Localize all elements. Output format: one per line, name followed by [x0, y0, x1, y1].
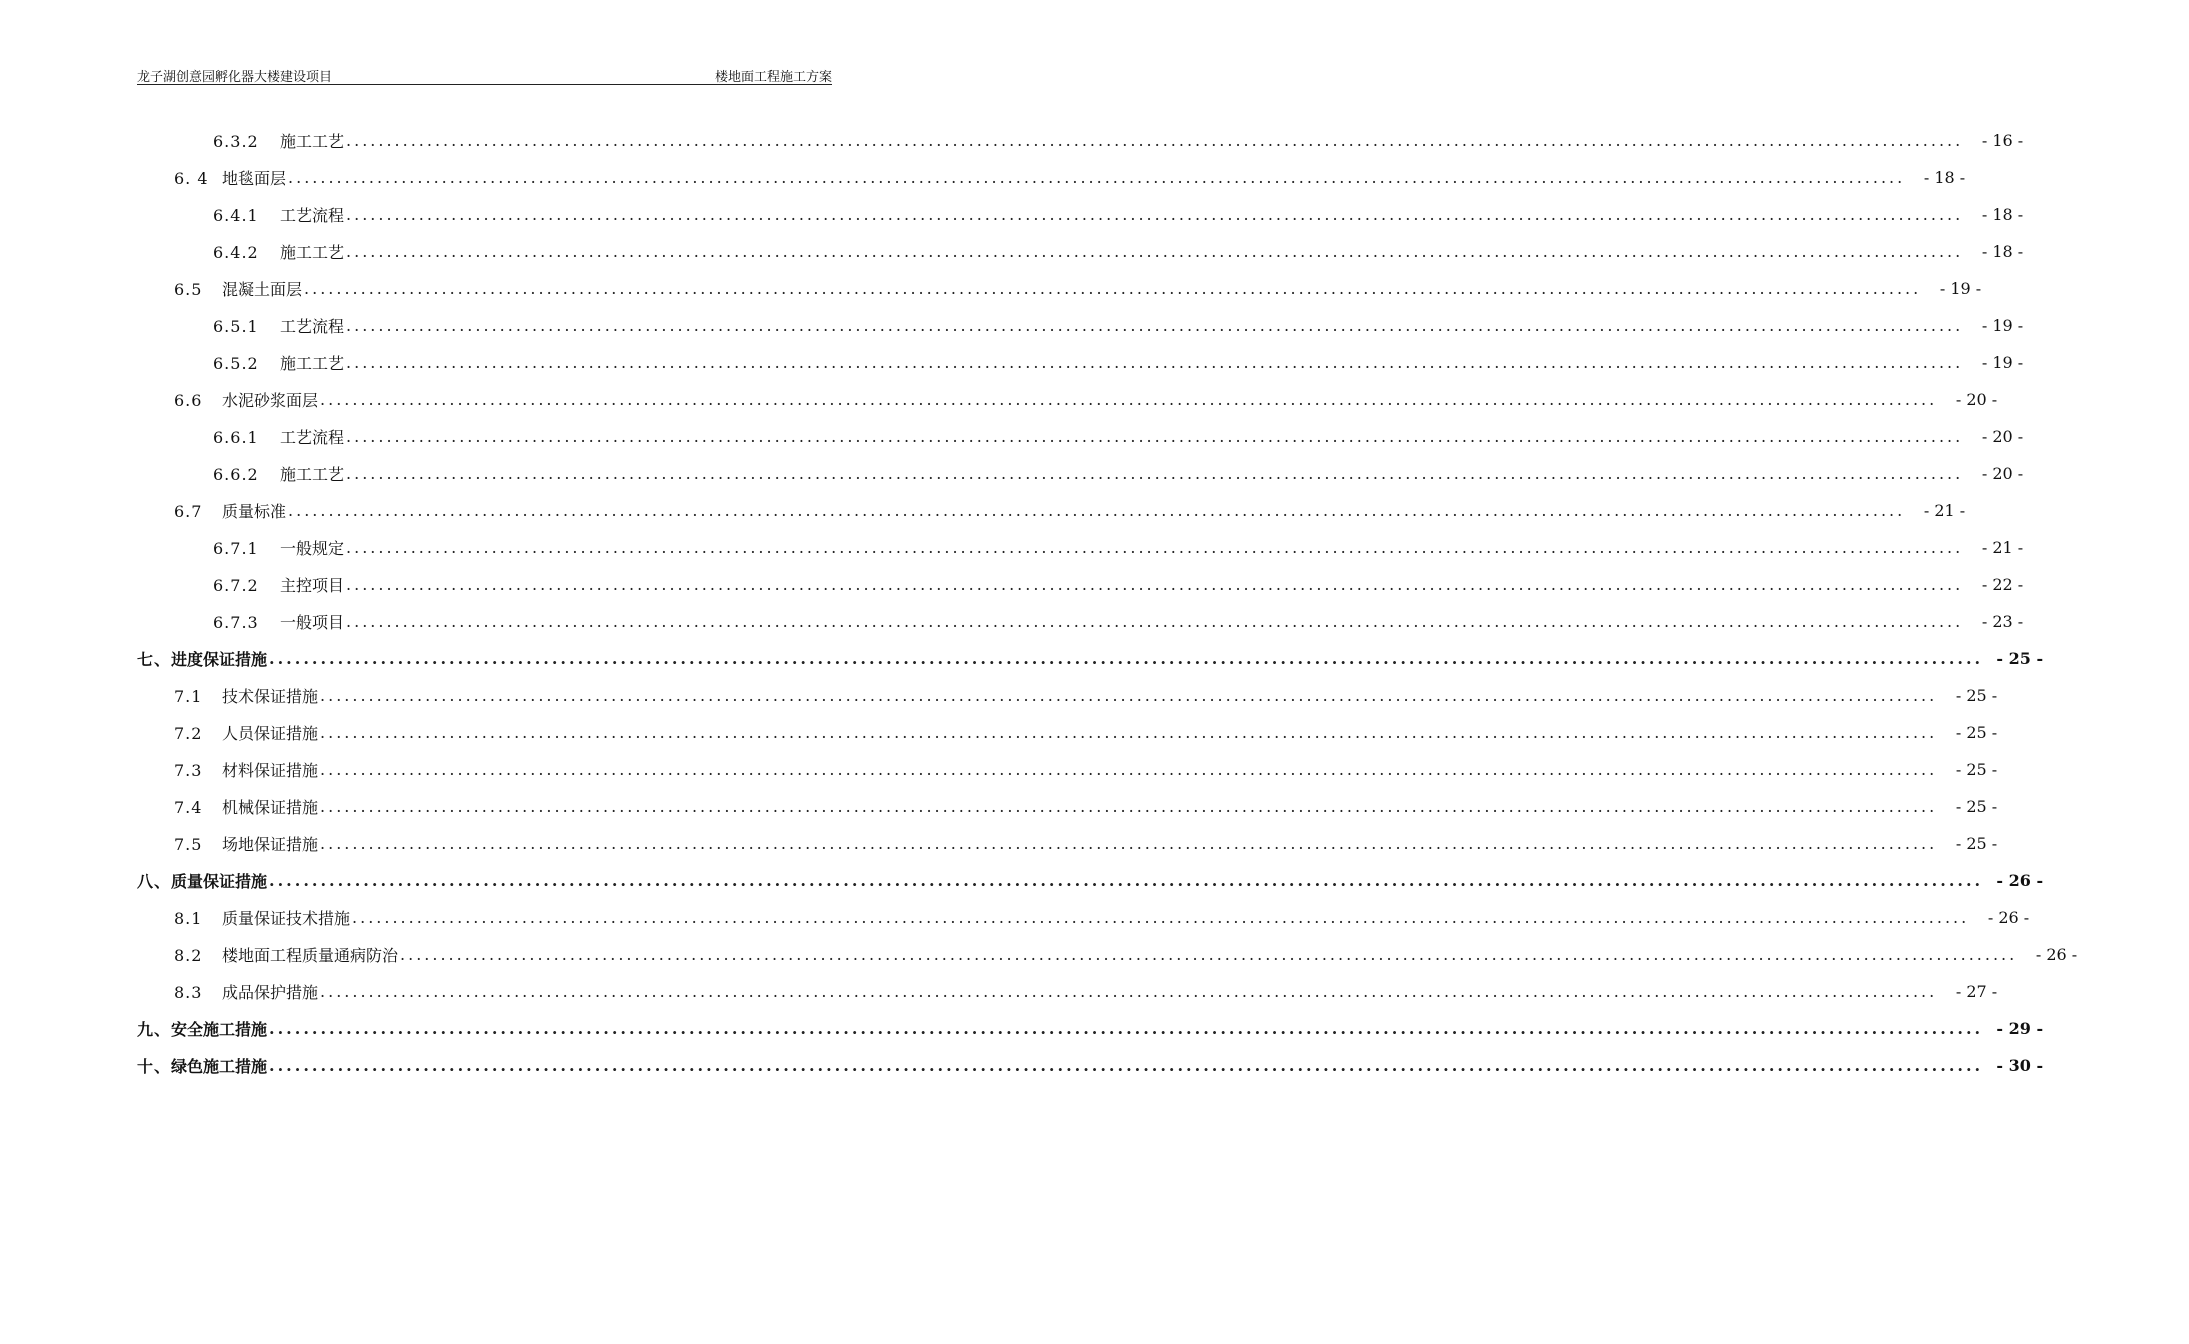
- toc-entry-title: [137, 1054, 267, 1077]
- toc-entry-title: [137, 869, 267, 892]
- toc-page-number: - 25 -: [1996, 649, 2044, 668]
- toc-page-number: - 25 -: [1955, 686, 1998, 705]
- toc-entry-text: 绿色施工措施: [171, 1057, 268, 1076]
- toc-entry-text: 人员保证措施: [222, 724, 319, 743]
- toc-page-number: - 26 -: [2035, 945, 2078, 964]
- toc-page-number: - 19 -: [1939, 279, 1982, 298]
- toc-entry-number: 八、: [137, 872, 172, 891]
- toc-entry-number: 6.6: [174, 391, 203, 410]
- toc-page-number: - 18 -: [1981, 205, 2024, 224]
- toc-entry-number: 7.1: [174, 687, 203, 706]
- toc-page-number: - 21 -: [1923, 501, 1966, 520]
- toc-entry-number: 8.1: [174, 909, 203, 928]
- toc-entry-title: [213, 425, 344, 448]
- toc-entry[interactable]: [0, 751, 1998, 788]
- toc-page-number: - 25 -: [1955, 834, 1998, 853]
- toc-leader-dots: ........................................................................................................................................................................................................: [346, 131, 1964, 150]
- toc-page-number: - 27 -: [1955, 982, 1998, 1001]
- toc-entry-title: [174, 277, 302, 300]
- toc-entry[interactable]: [0, 973, 1998, 1010]
- toc-leader-dots: ........................................................................................................................................................................................................: [320, 390, 1938, 409]
- toc-entry-text: 工艺流程: [280, 428, 345, 447]
- toc-entry-text: 质量保证技术措施: [222, 909, 351, 928]
- toc-page-number: - 25 -: [1955, 797, 1998, 816]
- toc-entry-text: 质量标准: [222, 502, 287, 521]
- toc-entry-text: 施工工艺: [280, 465, 345, 484]
- toc-entry-text: 水泥砂浆面层: [222, 391, 319, 410]
- toc-page-number: - 26 -: [1987, 908, 2030, 927]
- toc-entry-number: 6.3.2: [213, 132, 259, 151]
- toc-entry-number: 6. 4: [174, 169, 209, 188]
- toc-leader-dots: ........................................................................................................................................................................................................: [320, 834, 1938, 853]
- toc-entry-text: 一般规定: [280, 539, 345, 558]
- toc-leader-dots: ........................................................................................................................................................................................................: [320, 723, 1938, 742]
- toc-entry[interactable]: [0, 529, 2024, 566]
- toc-leader-dots: ........................................................................................................................................................................................................: [320, 797, 1938, 816]
- toc-page-number: - 19 -: [1981, 316, 2024, 335]
- toc-entry-title: [137, 1017, 267, 1040]
- toc-leader-dots: ........................................................................................................................................................................................................: [269, 1056, 1984, 1075]
- toc-entry-title: [174, 980, 318, 1003]
- toc-entry-text: 地毯面层: [222, 169, 287, 188]
- toc-entry-number: 七、: [137, 650, 172, 669]
- toc-entry-title: [213, 240, 344, 263]
- table-of-contents: [0, 122, 2078, 1084]
- toc-leader-dots: ........................................................................................................................................................................................................: [269, 649, 1984, 668]
- toc-entry-number: 6.7.2: [213, 576, 259, 595]
- toc-entry[interactable]: [0, 825, 1998, 862]
- toc-entry-text: 机械保证措施: [222, 798, 319, 817]
- toc-leader-dots: ........................................................................................................................................................................................................: [346, 464, 1964, 483]
- toc-leader-dots: ........................................................................................................................................................................................................: [288, 168, 1906, 187]
- toc-entry[interactable]: [0, 936, 2078, 973]
- toc-leader-dots: ........................................................................................................................................................................................................: [288, 501, 1906, 520]
- toc-entry-title: [213, 351, 344, 374]
- toc-leader-dots: ........................................................................................................................................................................................................: [400, 945, 2018, 964]
- toc-entry-text: 工艺流程: [280, 206, 345, 225]
- toc-entry-number: 6.7: [174, 502, 203, 521]
- toc-page-number: - 19 -: [1981, 353, 2024, 372]
- toc-entry-title: [174, 499, 286, 522]
- toc-entry[interactable]: [0, 344, 2024, 381]
- toc-entry[interactable]: [0, 455, 2024, 492]
- toc-entry-number: 8.3: [174, 983, 203, 1002]
- toc-entry-number: 8.2: [174, 946, 203, 965]
- toc-entry-number: 7.3: [174, 761, 203, 780]
- toc-entry-text: 进度保证措施: [171, 650, 268, 669]
- toc-entry[interactable]: [0, 677, 1998, 714]
- toc-entry-text: 成品保护措施: [222, 983, 319, 1002]
- toc-page-number: - 20 -: [1981, 427, 2024, 446]
- toc-entry-title: [174, 943, 398, 966]
- toc-entry-number: 6.7.1: [213, 539, 259, 558]
- toc-entry[interactable]: [0, 788, 1998, 825]
- toc-entry-number: 6.4.2: [213, 243, 259, 262]
- toc-page-number: - 18 -: [1981, 242, 2024, 261]
- toc-entry[interactable]: [0, 307, 2024, 344]
- toc-entry[interactable]: [0, 714, 1998, 751]
- toc-entry-number: 7.2: [174, 724, 203, 743]
- header-document-title: 楼地面工程施工方案: [714, 70, 832, 85]
- toc-entry-text: 场地保证措施: [222, 835, 319, 854]
- toc-leader-dots: ........................................................................................................................................................................................................: [346, 612, 1964, 631]
- toc-entry[interactable]: [0, 862, 2044, 899]
- toc-entry[interactable]: [0, 566, 2024, 603]
- header-project-name: 龙子湖创意园孵化器大楼建设项目: [137, 70, 333, 85]
- toc-leader-dots: ........................................................................................................................................................................................................: [346, 575, 1964, 594]
- toc-page-number: - 21 -: [1981, 538, 2024, 557]
- toc-leader-dots: ........................................................................................................................................................................................................: [269, 871, 1984, 890]
- toc-entry-text: 工艺流程: [280, 317, 345, 336]
- toc-entry-number: 6.6.2: [213, 465, 259, 484]
- toc-entry[interactable]: [0, 1010, 2044, 1047]
- toc-entry-title: [213, 610, 344, 633]
- toc-entry-text: 主控项目: [280, 576, 345, 595]
- toc-entry[interactable]: [0, 492, 1966, 529]
- toc-entry[interactable]: [0, 270, 1982, 307]
- toc-entry[interactable]: [0, 196, 2024, 233]
- toc-entry-text: 安全施工措施: [171, 1020, 268, 1039]
- toc-entry-title: [174, 795, 318, 818]
- toc-entry-text: 技术保证措施: [222, 687, 319, 706]
- toc-leader-dots: ........................................................................................................................................................................................................: [320, 982, 1938, 1001]
- toc-page-number: - 26 -: [1996, 871, 2044, 890]
- toc-entry-text: 楼地面工程质量通病防治: [222, 946, 399, 965]
- toc-entry-title: [137, 647, 267, 670]
- toc-leader-dots: ........................................................................................................................................................................................................: [320, 686, 1938, 705]
- toc-page-number: - 18 -: [1923, 168, 1966, 187]
- toc-entry[interactable]: [0, 1047, 2044, 1084]
- toc-page-number: - 25 -: [1955, 723, 1998, 742]
- toc-entry-number: 6.7.3: [213, 613, 259, 632]
- toc-entry[interactable]: [0, 159, 1966, 196]
- toc-leader-dots: ........................................................................................................................................................................................................: [346, 353, 1964, 372]
- toc-page-number: - 30 -: [1996, 1056, 2044, 1075]
- toc-page-number: - 25 -: [1955, 760, 1998, 779]
- toc-entry-text: 一般项目: [280, 613, 345, 632]
- toc-entry[interactable]: [0, 381, 1998, 418]
- toc-entry[interactable]: [0, 122, 2024, 159]
- toc-entry-title: [174, 758, 318, 781]
- toc-entry-text: 施工工艺: [280, 354, 345, 373]
- toc-leader-dots: ........................................................................................................................................................................................................: [346, 538, 1964, 557]
- toc-entry-number: 十、: [137, 1057, 172, 1076]
- toc-entry-title: [174, 906, 350, 929]
- toc-entry-text: 质量保证措施: [171, 872, 268, 891]
- toc-leader-dots: ........................................................................................................................................................................................................: [346, 316, 1964, 335]
- toc-entry-text: 施工工艺: [280, 132, 345, 151]
- toc-entry-title: [213, 573, 344, 596]
- toc-entry-number: 6.4.1: [213, 206, 259, 225]
- toc-page-number: - 23 -: [1981, 612, 2024, 631]
- toc-leader-dots: ........................................................................................................................................................................................................: [320, 760, 1938, 779]
- toc-leader-dots: ........................................................................................................................................................................................................: [352, 908, 1970, 927]
- toc-entry-title: [213, 203, 344, 226]
- toc-entry-number: 7.5: [174, 835, 203, 854]
- toc-leader-dots: ........................................................................................................................................................................................................: [346, 427, 1964, 446]
- toc-leader-dots: ........................................................................................................................................................................................................: [304, 279, 1922, 298]
- toc-entry-title: [213, 462, 344, 485]
- toc-entry-number: 7.4: [174, 798, 203, 817]
- toc-entry[interactable]: [0, 603, 2024, 640]
- toc-entry-title: [174, 166, 286, 189]
- toc-entry[interactable]: [0, 233, 2024, 270]
- toc-entry-title: [174, 721, 318, 744]
- toc-leader-dots: ........................................................................................................................................................................................................: [269, 1019, 1984, 1038]
- toc-entry-title: [213, 129, 344, 152]
- toc-leader-dots: ........................................................................................................................................................................................................: [346, 242, 1964, 261]
- toc-entry-number: 九、: [137, 1020, 172, 1039]
- toc-page-number: - 22 -: [1981, 575, 2024, 594]
- toc-entry-number: 6.6.1: [213, 428, 259, 447]
- toc-page-number: - 20 -: [1955, 390, 1998, 409]
- toc-page-number: - 29 -: [1996, 1019, 2044, 1038]
- toc-entry-number: 6.5.2: [213, 354, 259, 373]
- toc-leader-dots: ........................................................................................................................................................................................................: [346, 205, 1964, 224]
- toc-entry[interactable]: [0, 899, 2030, 936]
- toc-entry-title: [174, 388, 318, 411]
- toc-page-number: - 16 -: [1981, 131, 2024, 150]
- toc-entry-title: [213, 314, 344, 337]
- toc-entry[interactable]: [0, 640, 2044, 677]
- toc-entry-number: 6.5.1: [213, 317, 259, 336]
- toc-entry-text: 施工工艺: [280, 243, 345, 262]
- toc-page-number: - 20 -: [1981, 464, 2024, 483]
- toc-entry-title: [174, 832, 318, 855]
- toc-entry-title: [174, 684, 318, 707]
- toc-entry-title: [213, 536, 344, 559]
- toc-entry-text: 材料保证措施: [222, 761, 319, 780]
- toc-entry[interactable]: [0, 418, 2024, 455]
- toc-entry-number: 6.5: [174, 280, 203, 299]
- toc-entry-text: 混凝土面层: [222, 280, 303, 299]
- page-header: [137, 66, 832, 85]
